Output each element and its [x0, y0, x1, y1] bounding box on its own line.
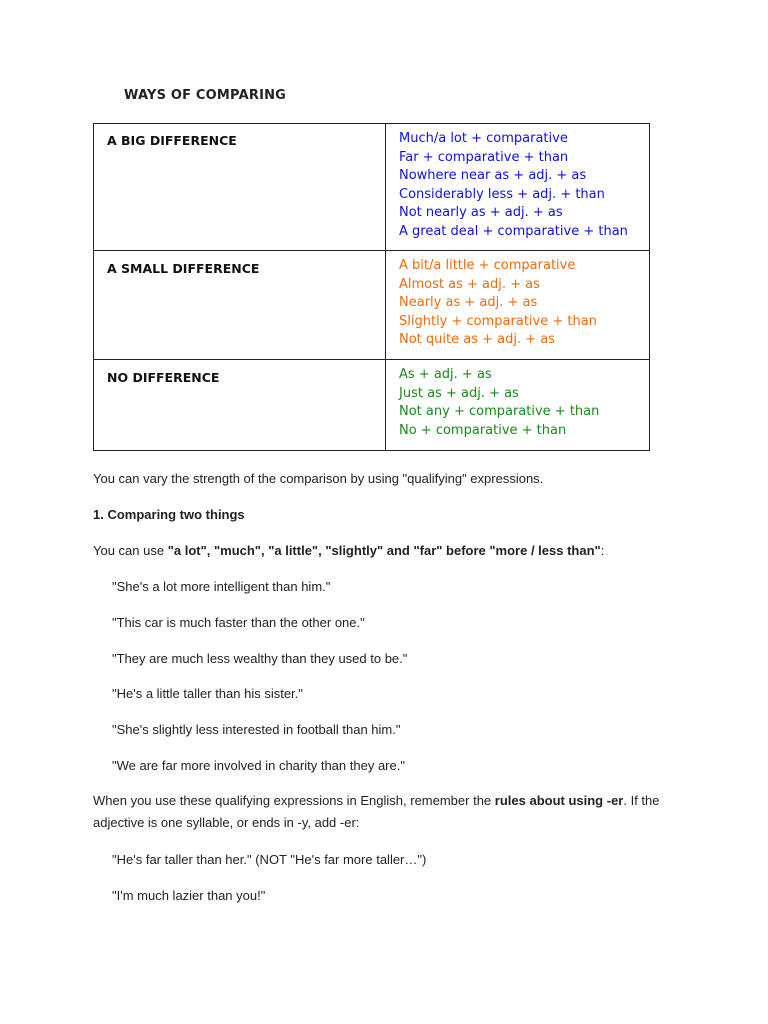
row-label: NO DIFFERENCE: [94, 360, 386, 451]
table-row: [94, 251, 650, 360]
rule-paragraph: [93, 790, 668, 834]
row-forms: [386, 251, 650, 360]
example-quote: "We are far more involved in charity than they are.": [112, 758, 405, 773]
lead-prefix: You can use: [93, 543, 168, 558]
form-line: Slightly + comparative + than: [399, 313, 597, 329]
example-quote: "She's slightly less interested in football than him.": [112, 722, 401, 737]
form-line: As + adj. + as: [399, 367, 492, 382]
row-label: A BIG DIFFERENCE: [94, 124, 386, 251]
example-quote: "This car is much faster than the other one.": [112, 615, 365, 630]
page-title: WAYS OF COMPARING: [124, 88, 287, 103]
lead-suffix: :: [600, 543, 605, 558]
row-forms: [386, 360, 650, 451]
form-line: Nowhere near as + adj. + as: [399, 168, 587, 184]
form-line: Just as + adj. + as: [399, 385, 519, 401]
form-line: No + comparative + than: [399, 422, 567, 438]
form-line: Not any + comparative + than: [399, 404, 600, 420]
row-forms: [386, 124, 650, 251]
example-quote: "They are much less wealthy than they used to be.": [112, 651, 408, 666]
form-line: A great deal + comparative + than: [399, 223, 628, 239]
form-line: Not quite as + adj. + as: [399, 332, 555, 348]
form-line: Much/a lot + comparative: [399, 131, 568, 146]
section-heading: 1. Comparing two things: [93, 507, 245, 522]
form-line: Considerably less + adj. + than: [399, 186, 605, 202]
form-line: Not nearly as + adj. + as: [399, 205, 563, 221]
form-line: Almost as + adj. + as: [399, 276, 540, 292]
row-label: A SMALL DIFFERENCE: [94, 251, 386, 360]
example-quote: "I'm much lazier than you!": [112, 888, 266, 903]
lead-paragraph: [93, 540, 604, 562]
example-quote: "She's a lot more intelligent than him.": [112, 579, 331, 594]
rule-bold: rules about using -er: [494, 793, 624, 808]
form-line: Far + comparative + than: [399, 149, 569, 165]
rule-suffix: . If the adjective is one syllable, or ends in -y, add -er:: [93, 793, 660, 830]
lead-bold: "a lot", "much", "a little", "slightly" and "far" before "more / less than": [167, 543, 601, 558]
comparison-table: [93, 123, 650, 451]
rule-prefix: When you use these qualifying expressions in English, remember the: [93, 793, 495, 808]
table-row: [94, 360, 650, 451]
example-quote: "He's far taller than her." (NOT "He's far more taller…"): [112, 852, 427, 867]
form-line: A bit/a little + comparative: [399, 258, 576, 273]
intro-text: You can vary the strength of the comparison by using "qualifying" expressions.: [93, 471, 544, 486]
example-quote: "He's a little taller than his sister.": [112, 686, 303, 701]
table-row: [94, 124, 650, 251]
form-line: Nearly as + adj. + as: [399, 295, 538, 311]
